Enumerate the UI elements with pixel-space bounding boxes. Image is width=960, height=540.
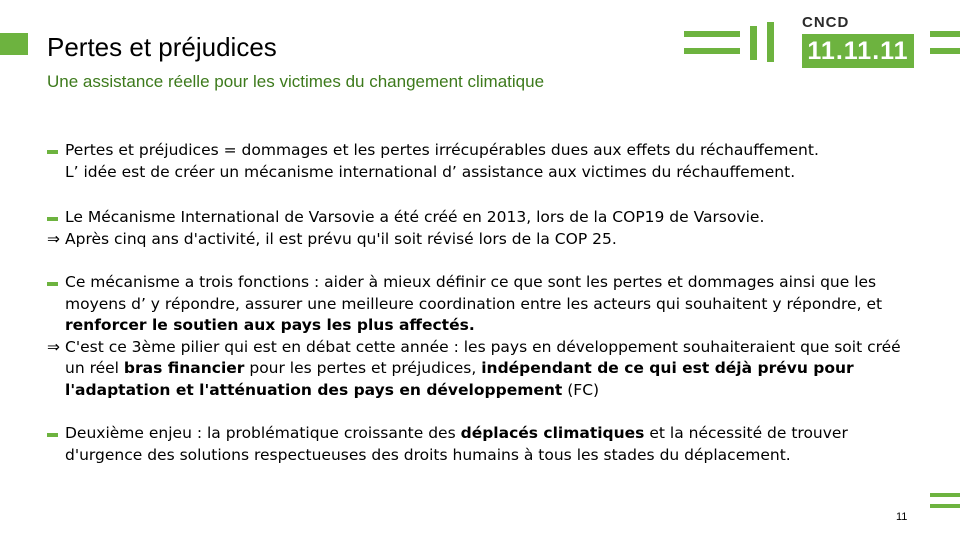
decor-bar xyxy=(930,504,960,508)
logo-org-text: CNCD xyxy=(802,14,850,31)
logo-date-text: 11.11.11 xyxy=(802,34,914,68)
paragraph-arrow-line xyxy=(47,337,917,402)
page-number: 11 xyxy=(896,511,908,523)
slide-body xyxy=(47,140,917,466)
emphasis-text: déplacés climatiques xyxy=(460,424,645,442)
paragraph-text: pour les pertes et préjudices, xyxy=(244,359,482,377)
emphasis-text: renforcer le soutien aux pays les plus affectés. xyxy=(65,316,475,334)
decor-bar xyxy=(930,493,960,497)
arrow-icon: ⇒ xyxy=(47,229,60,248)
emphasis-text: bras financier xyxy=(123,359,245,377)
logo-stripe xyxy=(930,48,960,54)
paragraph-mechanism xyxy=(47,207,917,229)
paragraph-text: et la nécessité de trouver d'urgence des solutions respectueuses des droits humains à tous les stades du déplacement. xyxy=(65,424,848,464)
paragraph-line: L’ idée est de créer un mécanisme international d’ assistance aux victimes du réchauffement. xyxy=(65,162,796,181)
paragraph-text: Ce mécanisme a trois fonctions : aider à mieux définir ce que sont les pertes et dommages ainsi que les moyens d’ y répondre, assurer une meilleure coordination entre les acteurs qui souhaitent y répondre, et xyxy=(65,273,883,313)
bullet-icon xyxy=(47,433,58,437)
paragraph-line: Pertes et préjudices = dommages et les pertes irrécupérables dues aux effets du réchauffement. xyxy=(65,141,819,159)
logo-stripe xyxy=(684,48,740,54)
paragraph-text: Deuxième enjeu : la problématique croissante des xyxy=(65,424,461,442)
logo-stripe xyxy=(750,26,757,60)
paragraph-functions xyxy=(47,272,917,337)
paragraph-text: (FC) xyxy=(562,380,600,399)
arrow-icon: ⇒ xyxy=(47,337,60,356)
paragraph-line: Le Mécanisme International de Varsovie a été créé en 2013, lors de la COP19 de Varsovie. xyxy=(65,208,765,226)
logo-stripe xyxy=(684,31,740,37)
paragraph-definition xyxy=(47,140,917,183)
paragraph-arrow-line xyxy=(47,229,917,251)
paragraph-text: C'est ce 3ème pilier qui est en débat cette année : les pays en développement souhaiteraient que soit créé un réel xyxy=(65,337,901,377)
bullet-icon xyxy=(47,282,58,286)
bullet-icon xyxy=(47,150,58,154)
bullet-icon xyxy=(47,217,58,221)
decorative-bars xyxy=(930,493,960,515)
paragraph-displacement xyxy=(47,423,917,466)
cncd-logo xyxy=(684,14,960,74)
logo-stripe xyxy=(930,31,960,37)
emphasis-text: indépendant de ce qui est déjà prévu pour l'adaptation et l'atténuation des pays en développement xyxy=(65,359,854,399)
paragraph-line: Après cinq ans d'activité, il est prévu qu'il soit révisé lors de la COP 25. xyxy=(65,229,617,248)
title-accent-bar xyxy=(0,33,28,55)
logo-stripe xyxy=(767,22,774,62)
slide-subtitle: Une assistance réelle pour les victimes du changement climatique xyxy=(47,72,545,91)
slide-title: Pertes et préjudices xyxy=(47,32,277,62)
